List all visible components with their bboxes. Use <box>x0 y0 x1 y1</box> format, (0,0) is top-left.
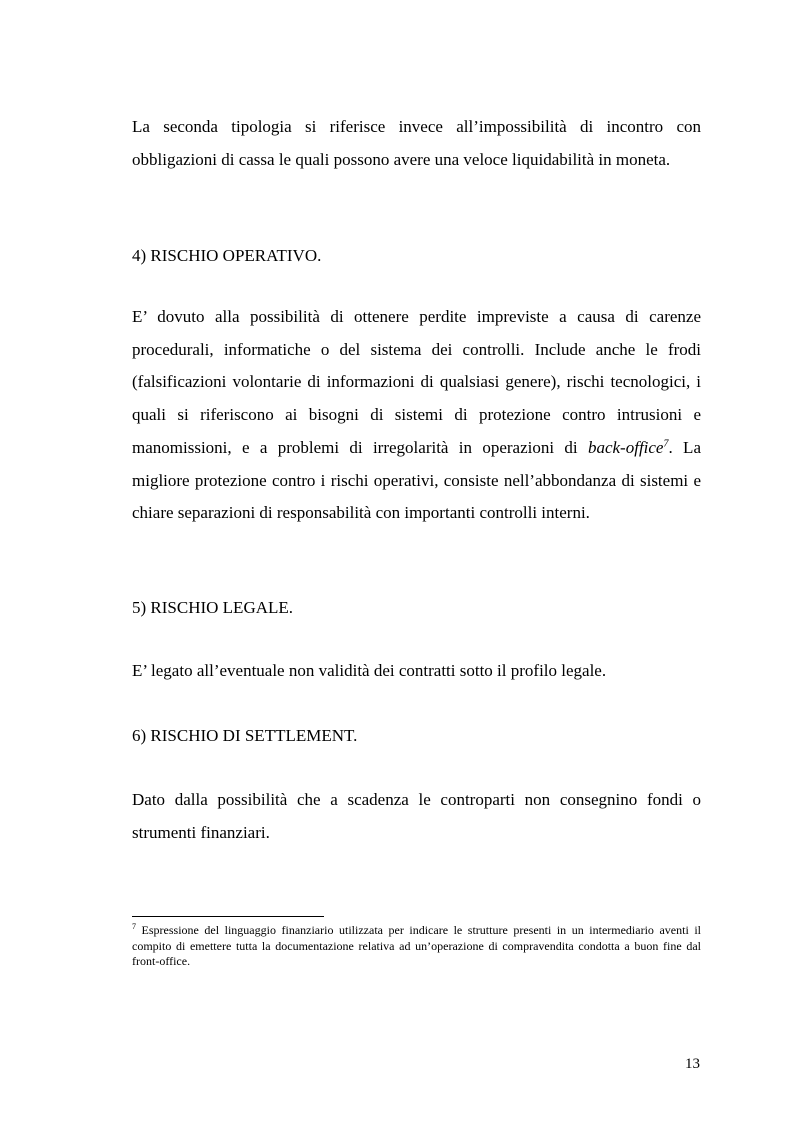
footnote-number: 7 <box>132 922 136 931</box>
paragraph-settlement-risk: Dato dalla possibilità che a scadenza le controparti non consegnino fondi o strumenti finanziari. <box>132 790 701 842</box>
paragraph-operational-risk <box>132 301 701 530</box>
footnote <box>132 923 701 970</box>
paragraph-operational-risk-text-a: E’ dovuto alla possibilità di ottenere perdite impreviste a causa di carenze procedurali, informatiche o del sistema dei controlli. Include anche le frodi (falsificazioni volontarie di informazioni di qualsiasi genere), rischi tecnologici, i quali si riferiscono ai bisogni di sistemi di protezione contro intrusioni e manomissioni, e a problemi di irregolarità in operazioni di <box>132 307 701 457</box>
paragraph-operational-risk-text-b: . La migliore protezione contro i rischi operativi, consiste nell’abbondanza di sistemi e chiare separazioni di responsabilità con importanti controlli interni. <box>132 437 701 523</box>
footnote-text: Espressione del linguaggio finanziario utilizzata per indicare le strutture presenti in un intermediario aventi il compito di emettere tutta la documentazione relativa ad un’operazione di compravendita condotta a buon fine dal front-office. <box>132 923 701 969</box>
paragraph-legal-risk: E’ legato all’eventuale non validità dei contratti sotto il profilo legale. <box>132 661 607 680</box>
heading-settlement-risk: 6) RISCHIO DI SETTLEMENT. <box>132 726 358 745</box>
paragraph-liquidity-risk: La seconda tipologia si riferisce invece all’impossibilità di incontro con obbligazioni di cassa le quali possono avere una veloce liquidabilità in moneta. <box>132 117 701 169</box>
page-number: 13 <box>685 1056 700 1072</box>
back-office-term: back-office <box>587 437 664 457</box>
heading-operational-risk: 4) RISCHIO OPERATIVO. <box>132 246 322 265</box>
footnote-separator <box>132 916 324 917</box>
heading-legal-risk: 5) RISCHIO LEGALE. <box>132 598 294 617</box>
footnote-reference: 7 <box>663 438 669 450</box>
